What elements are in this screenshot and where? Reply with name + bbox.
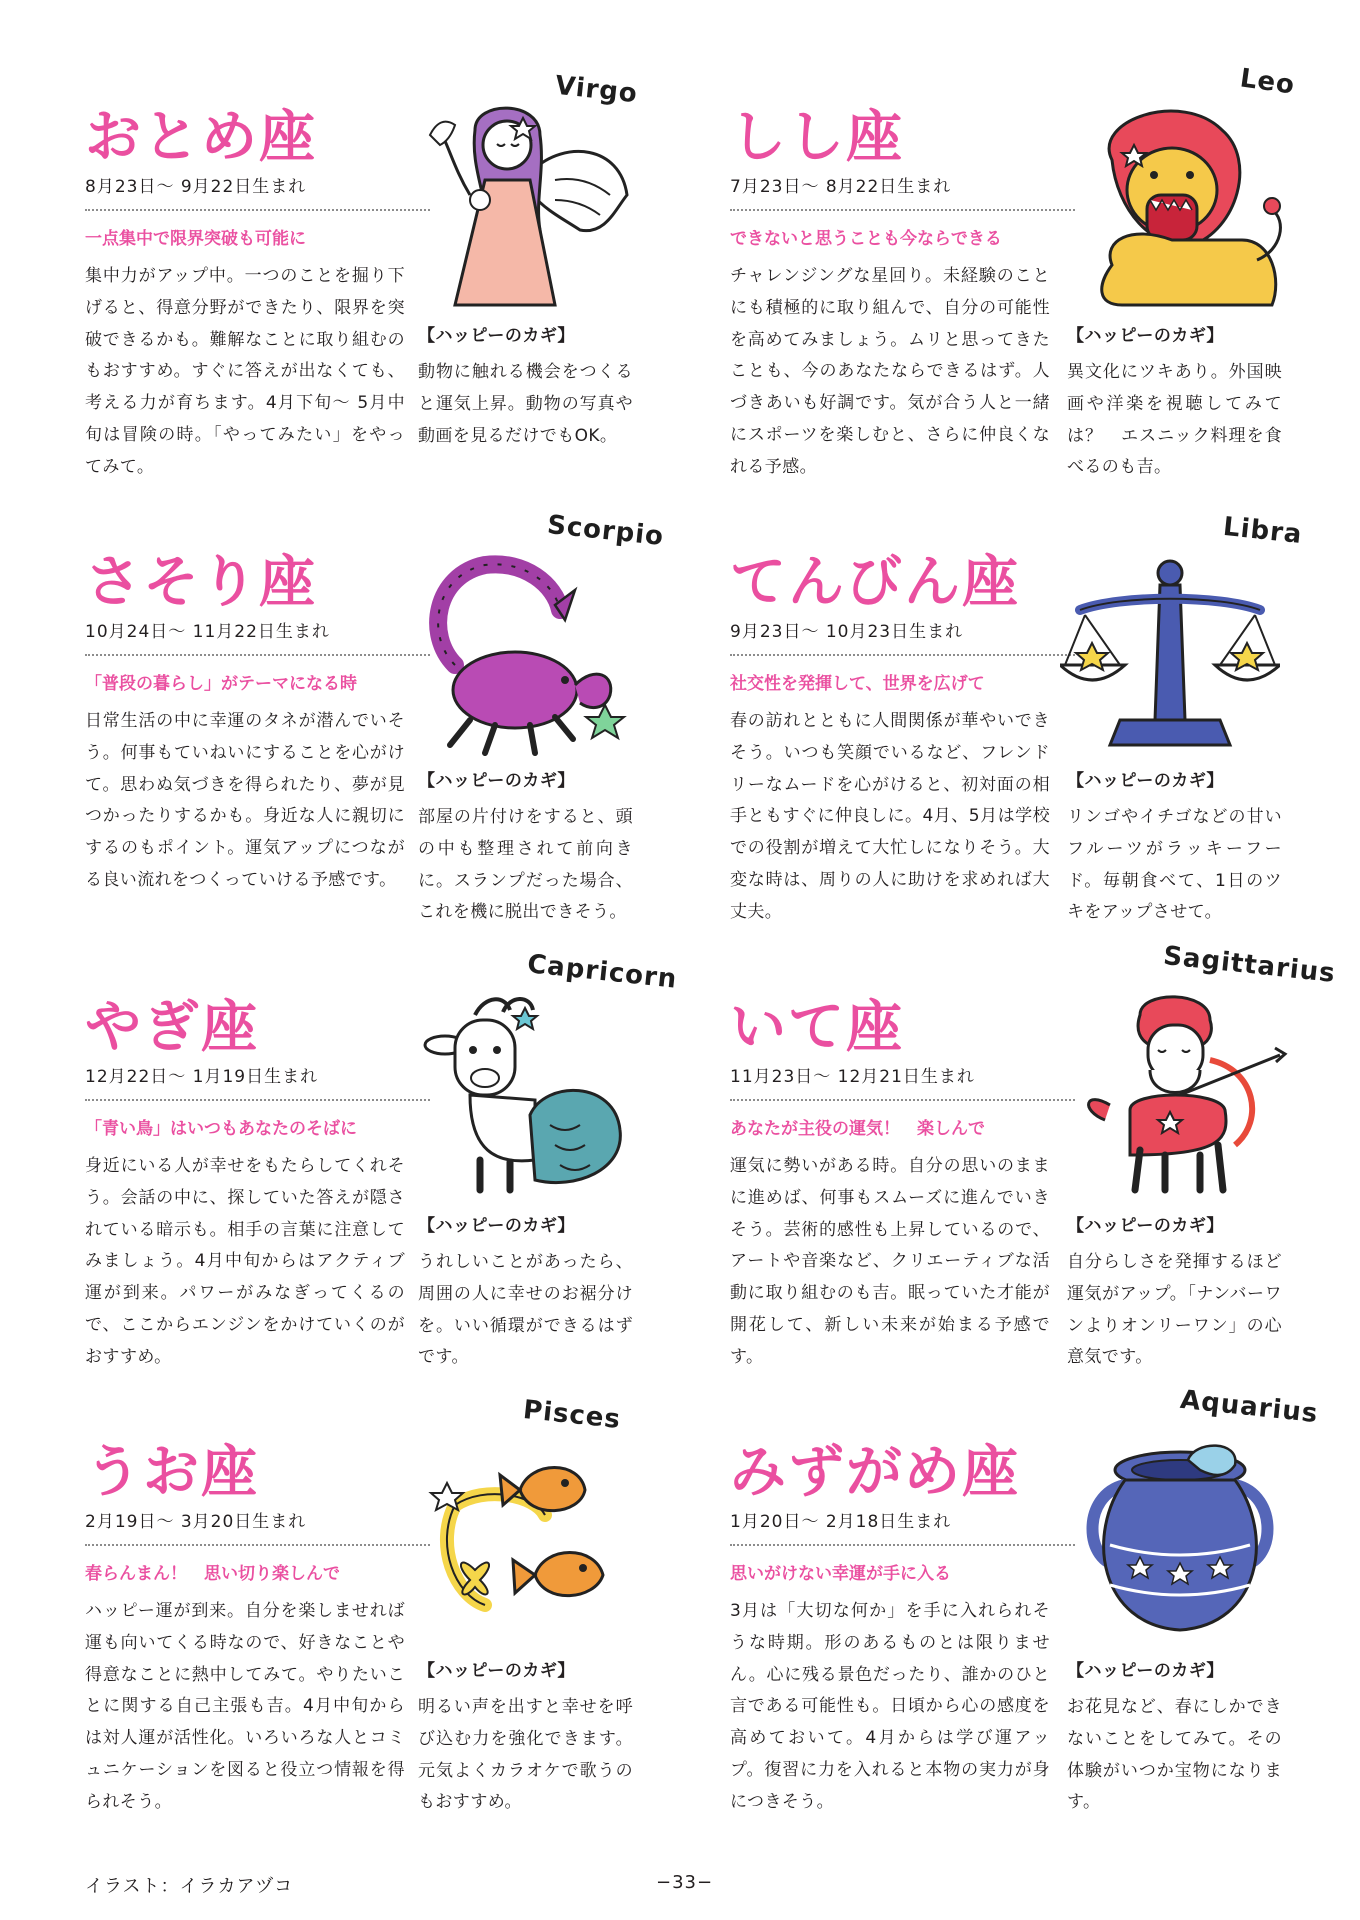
happy-key-label: 【ハッピーのカギ】 xyxy=(1067,1661,1224,1681)
illustrator-credit: イラスト：イラカアヅコ xyxy=(85,1876,294,1897)
aquarius-section xyxy=(730,1384,1360,1840)
happy-key-text: うれしいことがあったら、周囲の人に幸せのお裾分けを。いい循環ができるはずです。 xyxy=(418,1252,633,1368)
happy-key-label: 【ハッピーのカギ】 xyxy=(418,1216,575,1236)
happy-key-box xyxy=(1067,770,1282,929)
happy-key-text: 自分らしさを発揮するほど運気がアップ。「ナンバーワンよりオンリーワン」の心意気です。 xyxy=(1067,1252,1282,1368)
sign-dates: 7月23日〜 8月22日生まれ xyxy=(730,177,952,197)
happy-key-text: お花見など、春にしかできないことをしてみて。その体験がいつか宝物になります。 xyxy=(1067,1697,1282,1813)
happy-key-text: 部屋の片付けをすると、頭の中も整理されて前向きに。スランプだった場合、これを機に脱出できそう。 xyxy=(418,807,633,923)
happy-key-text: 明るい声を出すと幸せを呼び込む力を強化できます。元気よくカラオケで歌うのもおすすめ。 xyxy=(418,1697,633,1813)
fortune-body: 身近にいる人が幸せをもたらしてくれそう。会話の中に、探していた答えが隠されている暗示も。相手の言葉に注意してみましょう。4月中旬からはアクティブ運が到来。パワーがみなぎってくるので、ここからエンジンをかけていくのがおすすめ。 xyxy=(85,1156,405,1367)
happy-key-box xyxy=(1067,325,1282,484)
sign-dates: 1月20日〜 2月18日生まれ xyxy=(730,1512,952,1532)
happy-key-text: 異文化にツキあり。外国映画や洋楽を視聴してみては？ エスニック料理を食べるのも吉。 xyxy=(1067,362,1282,478)
dotted-divider xyxy=(85,209,430,211)
english-sign-name: Capricorn xyxy=(525,949,679,995)
fortune-headline: 思いがけない幸運が手に入る xyxy=(730,1564,951,1584)
pisces-fish-illustration xyxy=(415,1435,635,1650)
libra-section xyxy=(730,511,1360,950)
dotted-divider xyxy=(85,654,430,656)
sagittarius-centaur-illustration xyxy=(1070,990,1290,1205)
sign-title: みずがめ座 xyxy=(730,1440,1020,1505)
dotted-divider xyxy=(730,209,1075,211)
fortune-headline: 一点集中で限界突破も可能に xyxy=(85,229,306,249)
dotted-divider xyxy=(730,1099,1075,1101)
sign-title: しし座 xyxy=(730,105,904,170)
dotted-divider xyxy=(730,1544,1075,1546)
aquarius-water-jar-illustration xyxy=(1070,1435,1290,1650)
sign-title: てんびん座 xyxy=(730,550,1020,615)
happy-key-box xyxy=(418,1215,633,1374)
dotted-divider xyxy=(85,1099,430,1101)
libra-scales-illustration xyxy=(1060,545,1280,760)
page-number: −33− xyxy=(656,1872,714,1893)
happy-key-text: リンゴやイチゴなどの甘いフルーツがラッキーフード。毎朝食べて、1日のツキをアップさせて。 xyxy=(1067,807,1282,923)
fortune-headline: あなたが主役の運気！ 楽しんで xyxy=(730,1119,985,1139)
happy-key-label: 【ハッピーのカギ】 xyxy=(418,1661,575,1681)
fortune-body: 3月は「大切な何か」を手に入れられそうな時期。形のあるものとは限りません。心に残る景色だったり、誰かのひと言である可能性も。日頃から心の感度を高めておいて。4月からは学び運アップ。復習に力を入れると本物の実力が身につきそう。 xyxy=(730,1601,1050,1812)
sign-dates: 11月23日〜 12月21日生まれ xyxy=(730,1067,975,1087)
scorpio-scorpion-illustration xyxy=(415,545,635,760)
fortune-headline: できないと思うことも今ならできる xyxy=(730,229,1002,249)
happy-key-label: 【ハッピーのカギ】 xyxy=(418,326,575,346)
fortune-headline: 「青い鳥」はいつもあなたのそばに xyxy=(85,1119,357,1139)
sign-dates: 10月24日〜 11月22日生まれ xyxy=(85,622,330,642)
english-sign-name: Pisces xyxy=(521,1394,623,1436)
sign-title: やぎ座 xyxy=(85,995,259,1060)
leo-lion-illustration xyxy=(1072,100,1292,315)
leo-section xyxy=(730,63,1360,505)
happy-key-label: 【ハッピーのカギ】 xyxy=(418,771,575,791)
happy-key-box xyxy=(1067,1660,1282,1819)
fortune-body: 日常生活の中に幸運のタネが潜んでいそう。何事もていねいにすることを心がけて。思わぬ気づきを得られたり、夢が見つかったりするかも。身近な人に親切にするのもポイント。運気アップにつながる良い流れをつくっていける予感です。 xyxy=(85,711,405,890)
fortune-body: 集中力がアップ中。一つのことを掘り下げると、得意分野ができたり、限界を突破できるかも。難解なことに取り組むのもおすすめ。すぐに答えが出なくても、考える力が育ちます。4月下旬〜 5月中旬は冒険の時。「やってみたい」をやってみて。 xyxy=(85,266,405,477)
scorpio-section xyxy=(85,509,725,950)
capricorn-goat-illustration xyxy=(415,990,635,1205)
sign-dates: 9月23日〜 10月23日生まれ xyxy=(730,622,964,642)
sign-title: いて座 xyxy=(730,995,904,1060)
fortune-headline: 社交性を発揮して、世界を広げて xyxy=(730,674,985,694)
dotted-divider xyxy=(730,654,1075,656)
happy-key-box xyxy=(418,1660,633,1819)
sign-title: うお座 xyxy=(85,1440,259,1505)
sign-dates: 12月22日〜 1月19日生まれ xyxy=(85,1067,319,1087)
sign-dates: 8月23日〜 9月22日生まれ xyxy=(85,177,307,197)
english-sign-name: Libra xyxy=(1221,511,1304,551)
fortune-body: 春の訪れとともに人間関係が華やいできそう。いつも笑顔でいるなど、フレンドリーなムードを心がけると、初対面の相手ともすぐに仲良しに。4月、5月は学校での役割が増えて大忙しになりそう。大変な時は、周りの人に助けを求めれば大丈夫。 xyxy=(730,711,1050,922)
happy-key-label: 【ハッピーのカギ】 xyxy=(1067,1216,1224,1236)
fortune-body: ハッピー運が到来。自分を楽しませれば運も向いてくる時なので、好きなことや得意なことに熱中してみて。やりたいことに関する自己主張も吉。4月中旬からは対人運が活性化。いろいろな人とコミュニケーションを図ると役立つ情報を得られそう。 xyxy=(85,1601,405,1812)
fortune-headline: 春らんまん！ 思い切り楽しんで xyxy=(85,1564,340,1584)
happy-key-box xyxy=(418,770,633,929)
capricorn-section xyxy=(85,949,725,1395)
english-sign-name: Scorpio xyxy=(545,509,666,553)
fortune-body: チャレンジングな星回り。未経験のことにも積極的に取り組んで、自分の可能性を高めてみましょう。ムリと思ってきたことも、今のあなたならできるはず。人づきあいも好調です。気が合う人と一緒にスポーツを楽しむと、さらに仲良くなれる予感。 xyxy=(730,266,1050,477)
happy-key-label: 【ハッピーのカギ】 xyxy=(1067,771,1224,791)
english-sign-name: Sagittarius xyxy=(1161,941,1338,989)
english-sign-name: Aquarius xyxy=(1178,1384,1320,1430)
english-sign-name: Leo xyxy=(1238,63,1297,101)
dotted-divider xyxy=(85,1544,430,1546)
sign-title: おとめ座 xyxy=(85,105,317,170)
sagittarius-section xyxy=(730,941,1360,1395)
virgo-section xyxy=(85,70,725,505)
happy-key-box xyxy=(418,325,633,452)
happy-key-label: 【ハッピーのカギ】 xyxy=(1067,326,1224,346)
english-sign-name: Virgo xyxy=(553,70,640,110)
pisces-section xyxy=(85,1394,725,1840)
happy-key-text: 動物に触れる機会をつくると運気上昇。動物の写真や動画を見るだけでもOK。 xyxy=(418,362,633,446)
sign-title: さそり座 xyxy=(85,550,317,615)
fortune-body: 運気に勢いがある時。自分の思いのままに進めば、何事もスムーズに進んでいきそう。芸術的感性も上昇しているので、アートや音楽など、クリエーティブな活動に取り組むのも吉。眠っていた才能が開花して、新しい未来が始まる予感です。 xyxy=(730,1156,1050,1367)
happy-key-box xyxy=(1067,1215,1282,1374)
sign-dates: 2月19日〜 3月20日生まれ xyxy=(85,1512,307,1532)
fortune-headline: 「普段の暮らし」がテーマになる時 xyxy=(85,674,357,694)
virgo-angel-illustration xyxy=(415,100,635,315)
